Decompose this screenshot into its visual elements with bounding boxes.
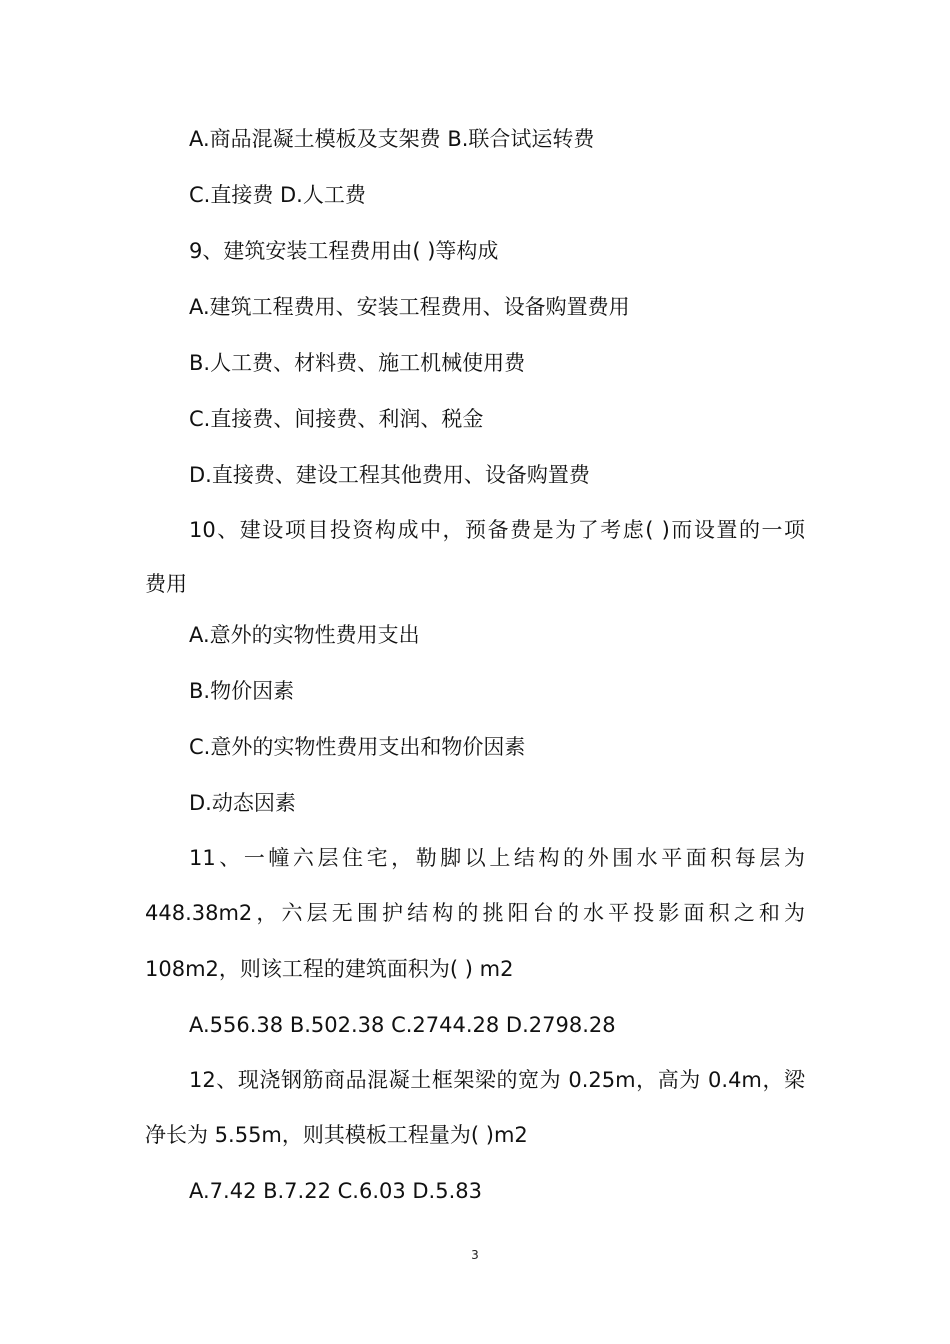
q9-option-c: C.直接费、间接费、利润、税金	[189, 407, 484, 431]
q8-options-cd: C.直接费 D.人工费	[189, 183, 366, 207]
q9-option-a: A.建筑工程费用、安装工程费用、设备购置费用	[189, 295, 630, 319]
q10-option-b: B.物价因素	[189, 679, 295, 703]
q10-option-a: A.意外的实物性费用支出	[189, 623, 420, 647]
q12-question-line-1: 12、现浇钢筋商品混凝土框架梁的宽为 0.25m，高为 0.4m，梁	[189, 1068, 805, 1092]
q10-question-line-2: 费用	[145, 572, 187, 596]
q10-question-line-1: 10、建设项目投资构成中，预备费是为了考虑( )而设置的一项	[189, 518, 805, 542]
q11-options: A.556.38 B.502.38 C.2744.28 D.2798.28	[189, 1013, 616, 1037]
q8-options-ab: A.商品混凝土模板及支架费 B.联合试运转费	[189, 127, 595, 151]
q11-question-line-3: 108m2，则该工程的建筑面积为( ) m2	[145, 957, 514, 981]
q9-option-b: B.人工费、材料费、施工机械使用费	[189, 351, 526, 375]
q11-question-line-1: 11、一幢六层住宅，勒脚以上结构的外围水平面积每层为	[189, 846, 805, 870]
q9-question: 9、建筑安装工程费用由( )等构成	[189, 239, 499, 263]
q12-question-line-2: 净长为 5.55m，则其模板工程量为( )m2	[145, 1123, 528, 1147]
q10-option-d: D.动态因素	[189, 791, 296, 815]
q9-option-d: D.直接费、建设工程其他费用、设备购置费	[189, 463, 590, 487]
page-number: 3	[471, 1248, 479, 1262]
q12-options: A.7.42 B.7.22 C.6.03 D.5.83	[189, 1179, 482, 1203]
q10-option-c: C.意外的实物性费用支出和物价因素	[189, 735, 526, 759]
q11-question-line-2: 448.38m2，六层无围护结构的挑阳台的水平投影面积之和为	[145, 901, 805, 925]
